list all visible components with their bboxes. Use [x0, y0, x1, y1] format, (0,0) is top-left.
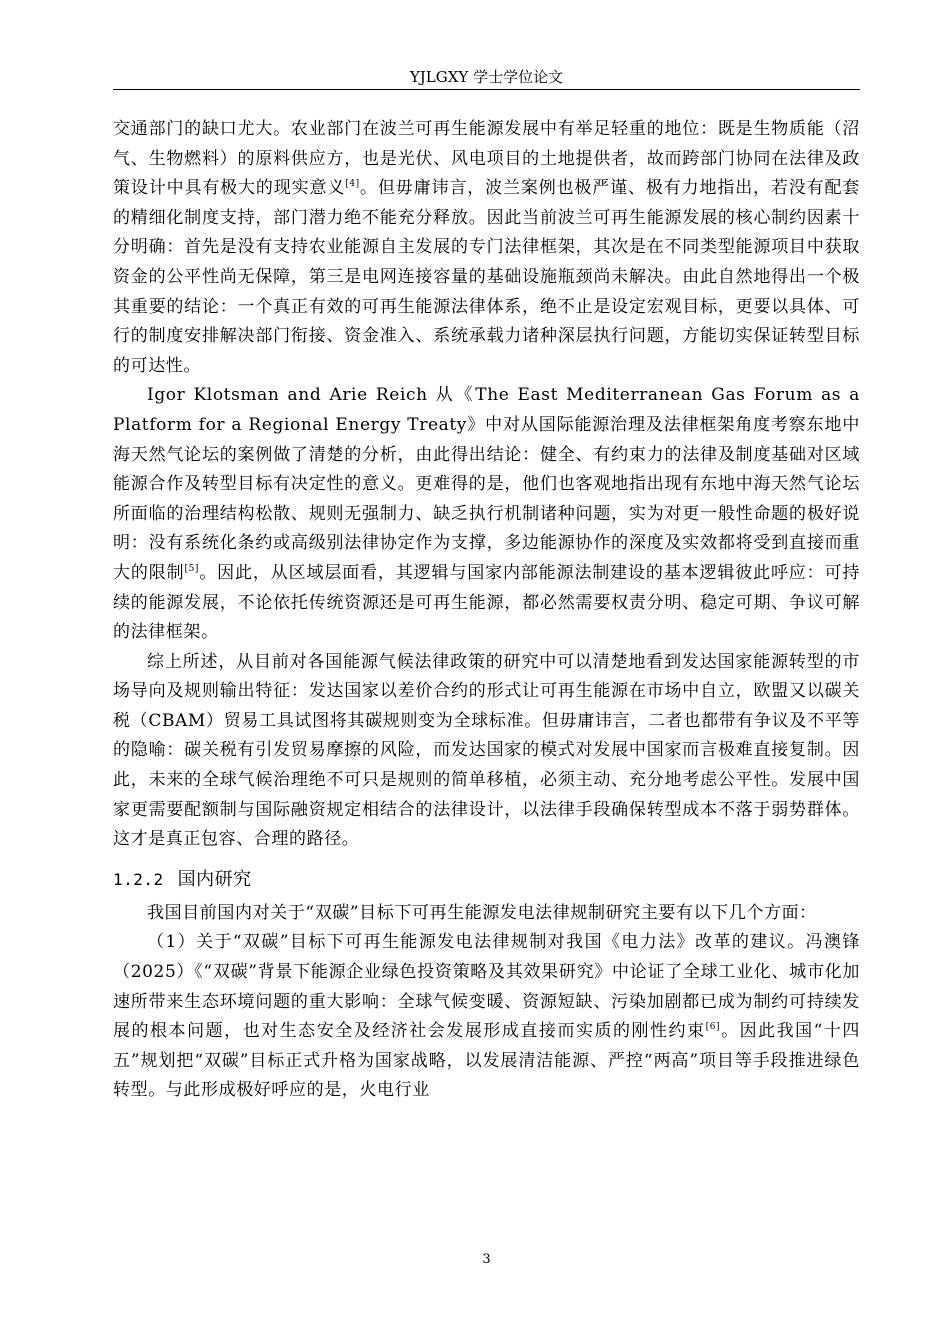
body-paragraph: [113, 648, 860, 855]
running-header: YJLGXY 学士学位论文: [409, 68, 564, 86]
paragraph-text: 综上所述，从目前对各国能源气候法律政策的研究中可以清楚地看到发达国家能源转型的市场导向及规则输出特征：发达国家以差价合约的形式让可再生能源在市场中自立，欧盟又以碳关税（CBAM）贸易工具试图将其碳规则变为全球标准。但毋庸讳言，二者也都带有争议及不平等的隐喻：碳关税有引发贸易摩擦的风险，而发达国家的模式对发展中国家而言极难直接复制。因此，未来的全球气候治理绝不可只是规则的简单移植，必须主动、充分地考虑公平性。发展中国家更需要配额制与国际融资规定相结合的法律设计，以法律手段确保转型成本不落于弱势群体。这才是真正包容、合理的路径。: [113, 651, 860, 850]
body-paragraph: [113, 899, 860, 929]
paragraph-text: Igor Klotsman and Arie Reich 从《The East Mediterranean Gas Forum as a Platform for a Regional Energy Treaty》中对从国际能源治理及法律框架角度考察东地中海天然气论坛的案例做了清楚的分析，由此得出结论：健全、有约束力的法律及制度基础对区域能源合作及转型目标有决定性的意义。更难得的是，他们也客观地指出现有东地中海天然气论坛所面临的治理结构松散、规则无强制力、缺乏执行机制诸种问题，实为对更一般性命题的极好说明：没有系统化条约或高级别法律协定作为支撑，多边能源协作的深度及实效都将受到直接而重大的限制: [113, 385, 860, 583]
section-heading: [113, 865, 860, 895]
paragraph-text: 交通部门的缺口尤大。农业部门在波兰可再生能源发展中有举足轻重的地位：既是生物质能（沼气、生物燃料）的原料供应方，也是光伏、风电项目的土地提供者，故而跨部门协同在法律及政策设计中具有极大的现实意义: [113, 119, 860, 199]
section-number: 1.2.2: [113, 869, 164, 889]
paragraph-text: 。但毋庸讳言，波兰案例也极严谨、极有力地指出，若没有配套的精细化制度支持，部门潜力绝不能充分释放。因此当前波兰可再生能源发展的核心制约因素十分明确：首先是没有支持农业能源自主发展的专门法律框架，其次是在不同类型能源项目中获取资金的公平性尚无保障，第三是电网连接容量的基础设施瓶颈尚未解决。由此自然地得出一个极其重要的结论：一个真正有效的可再生能源法律体系，绝不止是设定宏观目标，更要以具体、可行的制度安排解决部门衔接、资金准入、系统承载力诸种深层执行问题，方能切实保证转型目标的可达性。: [113, 178, 860, 376]
paragraph-text: （1）关于“双碳”目标下可再生能源发电法律规制对我国《电力法》改革的建议。冯澳锋（2025）《“双碳”背景下能源企业绿色投资策略及其效果研究》中论证了全球工业化、城市化加速所带来生态环境问题的重大影响：全球气候变暖、资源短缺、污染加剧都已成为制约可持续发展的根本问题，也对生态安全及经济社会发展形成直接而实质的刚性约束: [113, 932, 860, 1042]
body-paragraph: [113, 115, 860, 381]
body-paragraph: [113, 928, 860, 1106]
header-rule: [113, 89, 860, 90]
page-number: 3: [482, 1252, 491, 1267]
paragraph-text: 。因此我国“十四五”规划把“双碳”目标正式升格为国家战略，以发展清洁能源、严控“两高”项目等手段推进绿色转型。与此形成极好呼应的是，火电行业: [113, 1021, 860, 1101]
document-body: [113, 115, 860, 1106]
paragraph-text: 。因此，从区域层面看，其逻辑与国家内部能源法制建设的基本逻辑彼此呼应：可持续的能源发展，不论依托传统资源还是可再生能源，都必然需要权责分明、稳定可期、争议可解的法律框架。: [113, 562, 861, 643]
citation-ref: [5]: [184, 563, 200, 574]
citation-ref: [6]: [705, 1022, 721, 1033]
body-paragraph: [113, 381, 860, 647]
section-title: 国内研究: [177, 868, 252, 890]
citation-ref: [4]: [345, 179, 360, 189]
paragraph-text: 我国目前国内对关于“双碳”目标下可再生能源发电法律规制研究主要有以下几个方面：: [147, 902, 817, 923]
